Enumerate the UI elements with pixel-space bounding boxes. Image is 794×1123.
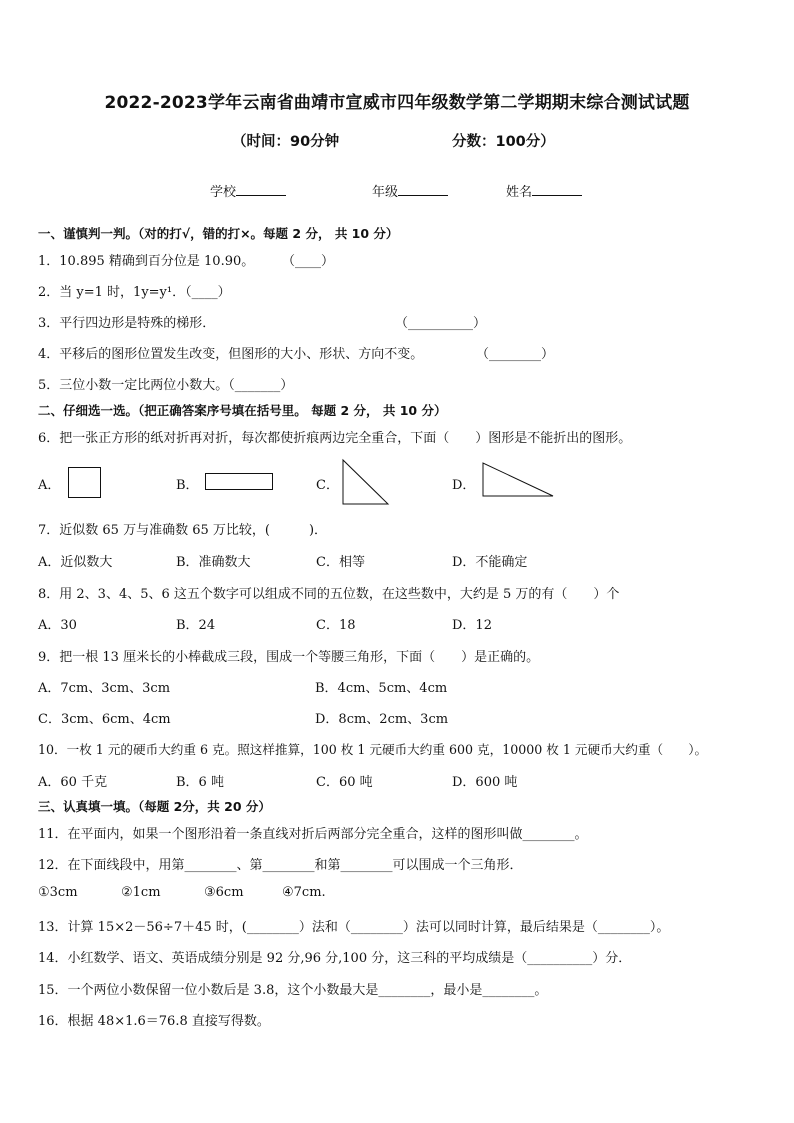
- school-field: [210, 181, 286, 200]
- q8-option-c[interactable]: C．18: [316, 618, 356, 633]
- section1-heading: 一、谨慎判一判。（对的打√，错的打×。每题 2 分， 共 10 分）: [38, 226, 399, 241]
- q8-option-b[interactable]: B．24: [176, 618, 216, 633]
- question-3: 3．平行四边形是特殊的梯形．: [38, 316, 216, 331]
- name-field: [506, 181, 582, 200]
- question-1: 1．10.895 精确到百分位是 10.90。: [38, 254, 255, 269]
- section2-heading: 二、仔细选一选。（把正确答案序号填在括号里。 每题 2 分， 共 10 分）: [38, 403, 447, 418]
- q12-segment-4: ④7cm.: [282, 885, 326, 900]
- question-7: 7．近似数 65 万与准确数 65 万比较，( )．: [38, 523, 328, 538]
- question-3-answer[interactable]: （__________）: [395, 316, 487, 331]
- exam-time: （时间：90分钟: [232, 134, 340, 150]
- question-11: 11．在平面内，如果一个图形沿着一条直线对折后两部分完全重合，这样的图形叫做________。: [38, 827, 588, 842]
- q9-option-b[interactable]: B．4cm、5cm、4cm: [315, 681, 448, 696]
- question-14: 14．小红数学、语文、英语成绩分别是 92 分,96 分,100 分，这三科的平均成绩是（__________）分．: [38, 951, 632, 966]
- rectangle-figure: [205, 473, 273, 490]
- q6-option-c[interactable]: C．: [316, 478, 339, 493]
- q10-option-c[interactable]: C．60 吨: [316, 775, 373, 790]
- question-15: 15．一个两位小数保留一位小数后是 3.8，这个小数最大是________，最小是________。: [38, 983, 548, 998]
- q7-option-b[interactable]: B．准确数大: [176, 555, 251, 570]
- name-label: 姓名: [506, 185, 533, 200]
- right-triangle-figure-c: [340, 458, 392, 506]
- q9-option-d[interactable]: D．8cm、2cm、3cm: [315, 712, 449, 727]
- q12-segment-1: ①3cm: [38, 885, 78, 900]
- question-2: 2．当 y=1 时，1y=y¹．（____）: [38, 285, 231, 300]
- question-1-answer[interactable]: （____）: [282, 254, 335, 269]
- question-16: 16．根据 48×1.6＝76.8 直接写得数。: [38, 1014, 270, 1029]
- q6-option-b[interactable]: B．: [176, 478, 199, 493]
- square-figure: [68, 467, 101, 498]
- q12-segment-2: ②1cm: [121, 885, 161, 900]
- q7-option-a[interactable]: A．近似数大: [38, 555, 113, 570]
- grade-label: 年级: [372, 185, 399, 200]
- q10-option-d[interactable]: D．600 吨: [452, 775, 518, 790]
- question-12: 12．在下面线段中，用第________、第________和第________可以围成一个三角形．: [38, 858, 523, 873]
- q7-option-d[interactable]: D．不能确定: [452, 555, 528, 570]
- question-9: 9．把一根 13 厘米长的小棒截成三段，围成一个等腰三角形，下面（ ）是正确的。: [38, 650, 540, 665]
- question-4: 4．平移后的图形位置发生改变，但图形的大小、形状、方向不变。: [38, 347, 424, 362]
- question-6: 6．把一张正方形的纸对折再对折，每次都使折痕两边完全重合，下面（ ）图形是不能折出的图形。: [38, 431, 632, 446]
- question-5: 5．三位小数一定比两位小数大。（_______）: [38, 378, 294, 393]
- q10-option-a[interactable]: A．60 千克: [38, 775, 108, 790]
- right-triangle-figure-d: [480, 461, 556, 499]
- school-blank[interactable]: [236, 183, 286, 196]
- q6-option-a[interactable]: A．: [38, 478, 61, 493]
- grade-blank[interactable]: [398, 183, 448, 196]
- q8-option-d[interactable]: D．12: [452, 618, 492, 633]
- q9-option-a[interactable]: A．7cm、3cm、3cm: [38, 681, 171, 696]
- question-13: 13．计算 15×2－56÷7＋45 时，(________）法和（________）法可以同时计算，最后结果是（________）。: [38, 920, 670, 935]
- section3-heading: 三、认真填一填。（每题 2分，共 20 分）: [38, 799, 271, 814]
- exam-score: 分数：100分）: [452, 134, 555, 150]
- page-title: 2022-2023学年云南省曲靖市宣威市四年级数学第二学期期末综合测试试题: [104, 93, 690, 113]
- question-4-answer[interactable]: （________）: [476, 347, 555, 362]
- q8-option-a[interactable]: A．30: [38, 618, 77, 633]
- q10-option-b[interactable]: B．6 吨: [176, 775, 224, 790]
- q9-option-c[interactable]: C．3cm、6cm、4cm: [38, 712, 171, 727]
- school-label: 学校: [210, 185, 237, 200]
- question-10: 10．一枚 1 元的硬币大约重 6 克。照这样推算，100 枚 1 元硬币大约重 600 克，10000 枚 1 元硬币大约重（ ）。: [38, 742, 708, 757]
- q6-option-d[interactable]: D．: [452, 478, 476, 493]
- name-blank[interactable]: [532, 183, 582, 196]
- question-8: 8．用 2、3、4、5、6 这五个数字可以组成不同的五位数，在这些数中，大约是 5 万的有（ ）个: [38, 587, 620, 602]
- q12-segment-3: ③6cm: [204, 885, 244, 900]
- q7-option-c[interactable]: C．相等: [316, 555, 365, 570]
- grade-field: [372, 181, 448, 200]
